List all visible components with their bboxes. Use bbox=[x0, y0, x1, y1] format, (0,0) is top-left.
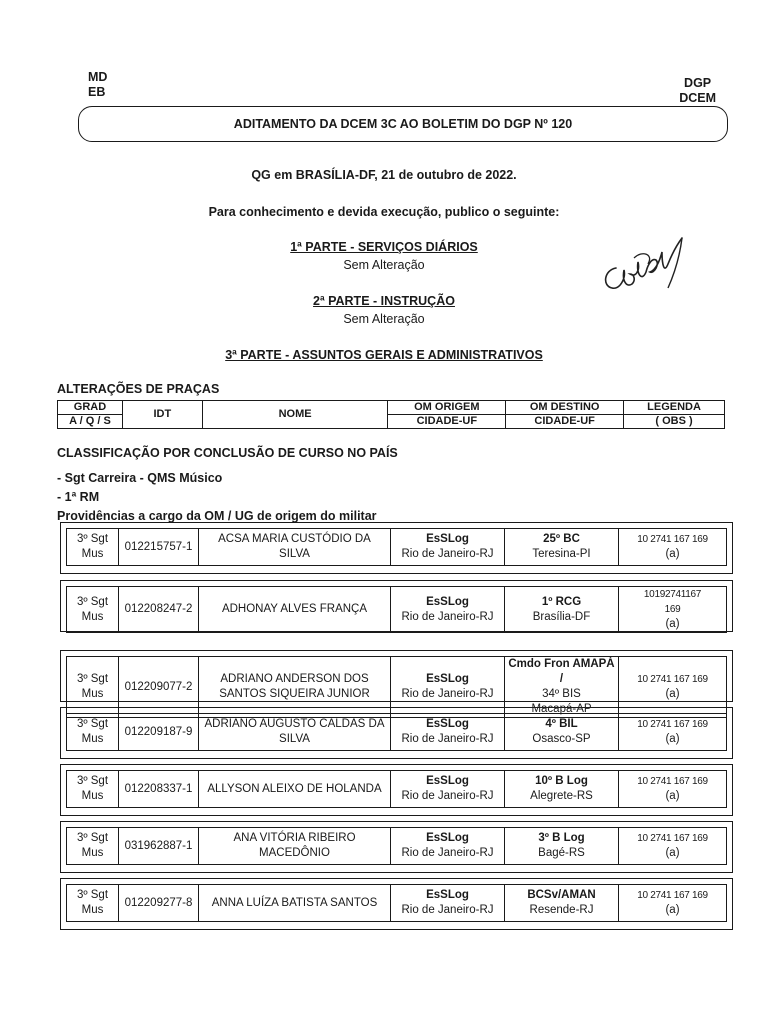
record-om-destino-line: Bagé-RS bbox=[538, 847, 585, 859]
record-row bbox=[66, 528, 727, 566]
record-grad-line: Mus bbox=[81, 688, 104, 700]
record-grad-line: 3º Sgt bbox=[76, 673, 109, 685]
header-left bbox=[88, 70, 107, 100]
section-sub-rm: - 1ª RM bbox=[57, 490, 100, 504]
record-om-origem-line: Rio de Janeiro-RJ bbox=[401, 790, 494, 802]
record-nome bbox=[199, 587, 391, 633]
pracas-header-table bbox=[57, 400, 725, 429]
record-om-destino-line: 25º BC bbox=[543, 533, 580, 545]
record-om-destino bbox=[505, 587, 619, 633]
col-obs: ( OBS ) bbox=[624, 415, 725, 429]
col-cidade-uf-origem: CIDADE-UF bbox=[388, 415, 506, 429]
part-1-title: 1ª PARTE - SERVIÇOS DIÁRIOS bbox=[290, 240, 478, 254]
record-nome-line: ACSA MARIA CUSTÓDIO DA bbox=[218, 533, 371, 545]
col-om-destino: OM DESTINO bbox=[506, 401, 624, 415]
col-grad: GRAD bbox=[58, 401, 123, 415]
document-title: ADITAMENTO DA DCEM 3C AO BOLETIM DO DGP Nº 120 bbox=[78, 106, 728, 142]
record-om-destino bbox=[505, 828, 619, 865]
record-row bbox=[66, 827, 727, 865]
record-om-origem-line: EsSLog bbox=[426, 718, 469, 730]
record-grad-line: Mus bbox=[81, 904, 104, 916]
record-om-origem-line: Rio de Janeiro-RJ bbox=[401, 610, 494, 623]
record-legenda-line: 10 2741 167 169 bbox=[637, 776, 708, 787]
date-line: QG em BRASÍLIA-DF, 21 de outubro de 2022. bbox=[251, 168, 517, 182]
record-legenda-line: (a) bbox=[665, 847, 680, 859]
record-nome-line: SILVA bbox=[279, 733, 310, 745]
part-2-title: 2ª PARTE - INSTRUÇÃO bbox=[313, 294, 455, 308]
record-om-origem bbox=[391, 714, 505, 751]
header-right bbox=[679, 76, 716, 106]
section-title: CLASSIFICAÇÃO POR CONCLUSÃO DE CURSO NO PAÍS bbox=[57, 446, 398, 460]
record-grad-line: Mus bbox=[81, 847, 104, 859]
part-2-text: Sem Alteração bbox=[343, 312, 425, 326]
record-row bbox=[66, 884, 727, 922]
record-legenda bbox=[619, 885, 727, 922]
record-legenda bbox=[619, 587, 727, 633]
record-grad-line: 3º Sgt bbox=[76, 718, 109, 730]
record-idt-line: 012209277-8 bbox=[124, 896, 193, 909]
record-legenda-line: 10 2741 167 169 bbox=[637, 674, 708, 685]
record-legenda-line: (a) bbox=[665, 904, 680, 916]
record-legenda-line: (a) bbox=[665, 688, 680, 700]
record-idt bbox=[119, 885, 199, 922]
record-idt bbox=[119, 714, 199, 751]
record-idt bbox=[119, 529, 199, 566]
record-grad bbox=[67, 828, 119, 865]
record-om-origem-line: Rio de Janeiro-RJ bbox=[401, 688, 494, 700]
record-idt bbox=[119, 587, 199, 633]
col-idt: IDT bbox=[122, 401, 202, 429]
record-nome-line: ANNA LUÍZA BATISTA SANTOS bbox=[211, 896, 378, 909]
record-row bbox=[66, 770, 727, 808]
record-om-destino-line: Alegrete-RS bbox=[530, 790, 593, 802]
record-om-destino-line: Cmdo Fron AMAPÁ / bbox=[508, 658, 615, 685]
record-legenda bbox=[619, 771, 727, 808]
record-nome-line: ADRIANO AUGUSTO CALDAS DA bbox=[204, 718, 385, 730]
record-legenda bbox=[619, 529, 727, 566]
header-md: MD bbox=[88, 70, 108, 84]
record-om-destino-line: 1º RCG bbox=[541, 595, 582, 608]
header-eb: EB bbox=[88, 85, 106, 99]
record-om-destino-line: Resende-RJ bbox=[529, 904, 594, 916]
record-om-origem bbox=[391, 885, 505, 922]
record-om-destino-line: 3º B Log bbox=[538, 832, 585, 844]
record-om-origem bbox=[391, 587, 505, 633]
record-legenda-line: 10192741167 bbox=[643, 589, 702, 600]
record-legenda-line: 169 bbox=[664, 604, 681, 615]
record-legenda-line: 10 2741 167 169 bbox=[637, 719, 708, 730]
record-grad-line: Mus bbox=[81, 548, 104, 560]
record-om-origem bbox=[391, 828, 505, 865]
record-row bbox=[66, 586, 727, 633]
record-nome-line: SILVA bbox=[279, 548, 310, 560]
record-grad-line: Mus bbox=[81, 610, 104, 623]
record-nome-line: ADHONAY ALVES FRANÇA bbox=[221, 603, 368, 615]
record-grad-line: 3º Sgt bbox=[76, 775, 109, 787]
signature-image bbox=[596, 230, 692, 300]
section-sub-providencias: Providências a cargo da OM / UG de origem do militar bbox=[57, 509, 377, 523]
col-cidade-uf-destino: CIDADE-UF bbox=[506, 415, 624, 429]
record-om-origem-line: EsSLog bbox=[426, 595, 469, 608]
record-legenda-line: (a) bbox=[665, 733, 680, 745]
record-nome-line: ADRIANO ANDERSON DOS bbox=[220, 673, 369, 685]
record-om-destino-line: Brasília-DF bbox=[532, 610, 591, 623]
record-om-origem bbox=[391, 529, 505, 566]
record-idt-line: 012215757-1 bbox=[124, 540, 193, 553]
record-om-destino-line: BCSv/AMAN bbox=[527, 889, 596, 901]
col-aqs: A / Q / S bbox=[58, 415, 123, 429]
col-legenda: LEGENDA bbox=[624, 401, 725, 415]
record-nome-line: ANA VITÓRIA RIBEIRO bbox=[233, 832, 356, 844]
col-om-origem: OM ORIGEM bbox=[388, 401, 506, 415]
record-legenda-line: (a) bbox=[665, 790, 680, 802]
record-om-origem bbox=[391, 771, 505, 808]
record-om-destino bbox=[505, 714, 619, 751]
header-dcem: DCEM bbox=[679, 91, 716, 105]
record-om-origem-line: Rio de Janeiro-RJ bbox=[401, 548, 494, 560]
record-legenda-line: 10 2741 167 169 bbox=[637, 534, 708, 545]
record-grad bbox=[67, 714, 119, 751]
record-om-origem-line: EsSLog bbox=[426, 889, 469, 901]
record-nome-line: ALLYSON ALEIXO DE HOLANDA bbox=[207, 782, 382, 795]
record-om-destino-line: 10º B Log bbox=[535, 775, 588, 787]
col-nome: NOME bbox=[202, 401, 388, 429]
record-om-destino-line: 4º BIL bbox=[545, 718, 578, 730]
part-3-title: 3ª PARTE - ASSUNTOS GERAIS E ADMINISTRATIVOS bbox=[225, 348, 543, 362]
record-grad-line: 3º Sgt bbox=[76, 533, 109, 545]
record-grad bbox=[67, 885, 119, 922]
record-legenda-line: (a) bbox=[665, 618, 680, 630]
record-grad-line: Mus bbox=[81, 790, 104, 802]
record-grad-line: 3º Sgt bbox=[76, 832, 109, 844]
record-idt bbox=[119, 828, 199, 865]
record-legenda-line: (a) bbox=[665, 548, 680, 560]
record-idt-line: 012208247-2 bbox=[124, 603, 193, 615]
pracas-title: ALTERAÇÕES DE PRAÇAS bbox=[57, 382, 220, 396]
record-legenda-line: 10 2741 167 169 bbox=[637, 890, 708, 901]
publish-line: Para conhecimento e devida execução, publico o seguinte: bbox=[208, 205, 560, 219]
record-om-origem-line: EsSLog bbox=[426, 775, 469, 787]
record-om-origem-line: Rio de Janeiro-RJ bbox=[401, 904, 494, 916]
record-nome bbox=[199, 885, 391, 922]
record-nome bbox=[199, 714, 391, 751]
record-idt bbox=[119, 771, 199, 808]
record-legenda-line: 10 2741 167 169 bbox=[637, 833, 708, 844]
record-om-destino bbox=[505, 771, 619, 808]
record-nome-line: SANTOS SIQUEIRA JUNIOR bbox=[219, 688, 370, 700]
record-nome bbox=[199, 771, 391, 808]
record-grad-line: 3º Sgt bbox=[76, 595, 109, 608]
record-row bbox=[66, 713, 727, 751]
part-1-text: Sem Alteração bbox=[343, 258, 425, 272]
record-legenda bbox=[619, 714, 727, 751]
record-grad bbox=[67, 771, 119, 808]
record-nome bbox=[199, 828, 391, 865]
record-om-origem-line: EsSLog bbox=[426, 673, 469, 685]
record-nome bbox=[199, 529, 391, 566]
record-idt-line: 012209187-9 bbox=[124, 725, 193, 738]
record-legenda bbox=[619, 828, 727, 865]
record-idt-line: 012209077-2 bbox=[124, 680, 193, 693]
record-om-destino-line: Osasco-SP bbox=[532, 733, 591, 745]
record-nome-line: MACEDÔNIO bbox=[259, 847, 330, 859]
section-sub-qms: - Sgt Carreira - QMS Músico bbox=[57, 471, 223, 485]
record-grad bbox=[67, 529, 119, 566]
record-idt-line: 012208337-1 bbox=[124, 782, 193, 795]
record-om-destino-line: 34º BIS bbox=[542, 688, 581, 700]
record-om-destino-line: Macapá-AP bbox=[531, 703, 592, 715]
record-om-destino bbox=[505, 885, 619, 922]
record-om-origem-line: Rio de Janeiro-RJ bbox=[401, 847, 494, 859]
header-dgp: DGP bbox=[684, 76, 712, 90]
record-idt-line: 031962887-1 bbox=[124, 839, 193, 852]
record-om-origem-line: EsSLog bbox=[426, 533, 469, 545]
record-grad-line: Mus bbox=[81, 733, 104, 745]
record-om-destino bbox=[505, 529, 619, 566]
record-om-origem-line: Rio de Janeiro-RJ bbox=[401, 733, 494, 745]
record-om-destino-line: Teresina-PI bbox=[532, 548, 591, 560]
record-om-origem-line: EsSLog bbox=[426, 832, 469, 844]
record-grad-line: 3º Sgt bbox=[76, 889, 109, 901]
record-grad bbox=[67, 587, 119, 633]
